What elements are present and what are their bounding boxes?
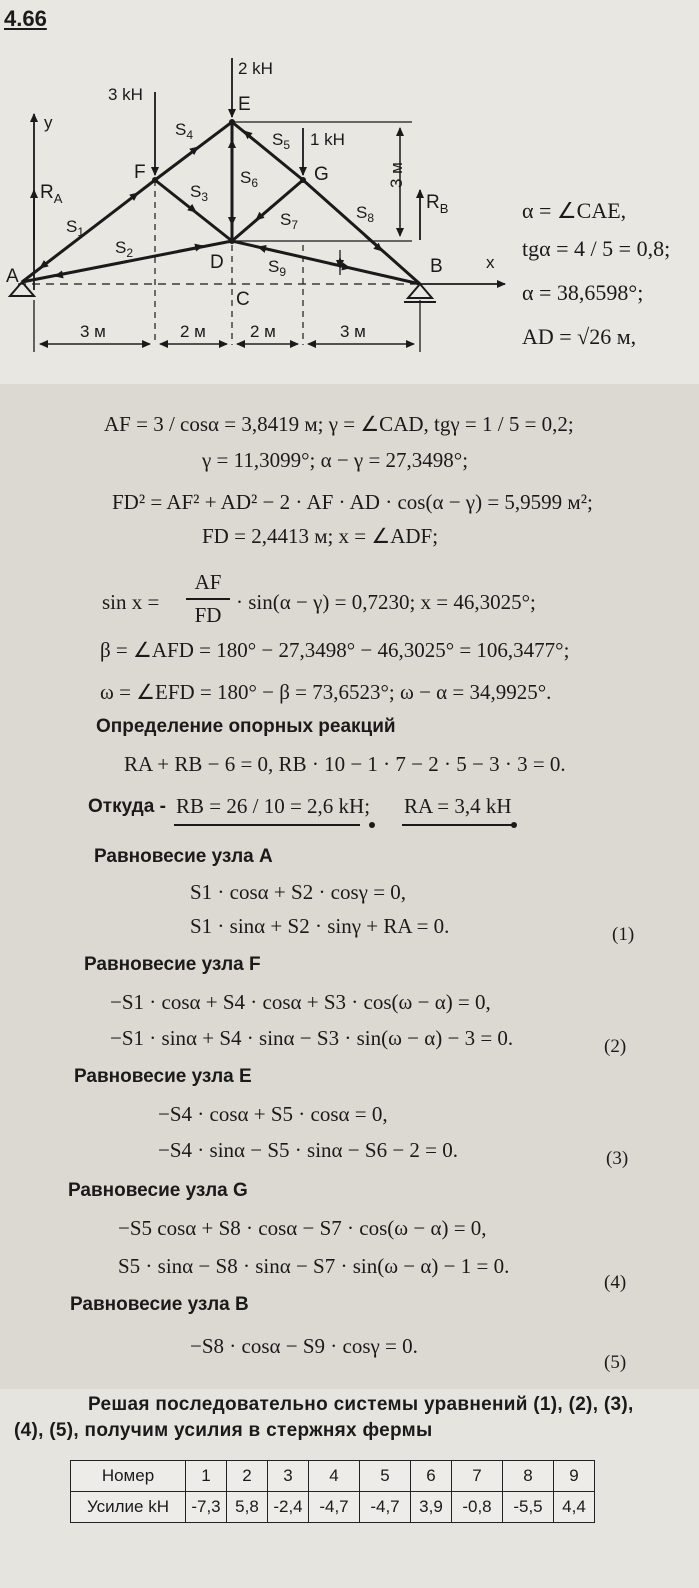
given-line-1: α = ∠CAE, (522, 198, 627, 223)
arrow-s7 (256, 206, 272, 220)
table-number: 9 (554, 1461, 595, 1492)
node-A-label: A (6, 266, 19, 287)
calc-line-2: γ = 11,3099°; α − γ = 27,3498°; (202, 448, 469, 472)
member-s4-label: $S_4$ (175, 120, 194, 142)
ra-underline (402, 824, 512, 826)
node-f-heading: Равновесие узла F (84, 954, 261, 975)
table-value: -0,8 (452, 1492, 503, 1523)
table-number: 8 (503, 1461, 554, 1492)
arrow-s8 (365, 236, 382, 251)
table-value: -5,5 (503, 1492, 554, 1523)
node-F-dot (152, 177, 158, 183)
reactions-equations: RA + RB − 6 = 0, RB · 10 − 1 · 7 − 2 · 5 − 3 · 3 = 0. (124, 752, 566, 776)
figure-panel (0, 0, 699, 384)
table-value: -4,7 (360, 1492, 411, 1523)
equation-number-4: (4) (604, 1272, 627, 1293)
member-s7-label: $S_7$ (280, 210, 299, 232)
node-f-eq-1: −S1 · cosα + S4 · cosα + S3 · cos(ω − α) = 0, (110, 990, 491, 1014)
calc-line-4: FD = 2,4413 м; x = ∠ADF; (202, 524, 439, 548)
load-1kn-label: 1 kH (310, 130, 345, 149)
dim-3a-label: 3 м (80, 322, 106, 341)
axis-y-label: y (44, 113, 53, 132)
node-G-label: G (314, 164, 329, 185)
rb-dot (369, 822, 375, 828)
node-e-eq-2: −S4 · sinα − S5 · sinα − S6 − 2 = 0. (158, 1138, 459, 1162)
fraction-numerator: AF (194, 570, 222, 594)
node-e-heading: Равновесие узла E (74, 1066, 252, 1087)
calc-line-3: FD² = AF² + AD² − 2 · AF · AD · cos(α − γ) = 5,9599 м²; (112, 490, 593, 514)
equation-number-2: (2) (604, 1036, 627, 1057)
node-D-dot (229, 238, 235, 244)
member-GB (303, 180, 420, 284)
dim-2b-label: 2 м (250, 322, 276, 341)
equation-number-3: (3) (606, 1148, 629, 1169)
node-E-label: E (238, 94, 251, 115)
node-b-heading: Равновесие узла B (70, 1294, 249, 1315)
given-line-3: α = 38,6598°; (522, 280, 644, 305)
member-s5-label: $S_5$ (272, 130, 291, 152)
arrow-s1b (118, 193, 138, 208)
table-header-label: Номер (71, 1461, 186, 1492)
node-a-heading: Равновесие узла A (94, 846, 273, 867)
given-line-2: tgα = 4 / 5 = 0,8; (522, 236, 671, 261)
dim-2a-label: 2 м (180, 322, 206, 341)
equation-number-1: (1) (612, 924, 635, 945)
fraction-bar (186, 598, 230, 600)
node-G-dot (300, 177, 306, 183)
table-value: 3,9 (411, 1492, 452, 1523)
member-s8-label: $S_8$ (356, 203, 375, 225)
node-e-eq-1: −S4 · cosα + S5 · cosα = 0, (158, 1102, 388, 1126)
node-f-eq-2: −S1 · sinα + S4 · sinα − S3 · sin(ω − α) − 3 = 0. (110, 1026, 514, 1050)
node-C-label: C (236, 289, 250, 310)
calc-line-7: ω = ∠EFD = 180° − β = 73,6523°; ω − α = 34,9925°. (100, 680, 552, 704)
reactions-result-label: Откуда - (88, 796, 166, 817)
table-number: 2 (227, 1461, 268, 1492)
node-a-eq-2: S1 · sinα + S2 · sinγ + RA = 0. (190, 914, 450, 938)
table-value: 4,4 (554, 1492, 595, 1523)
rb-label: $R_B$ (426, 192, 449, 216)
node-g-eq-2: S5 · sinα − S8 · sinα − S7 · sin(ω − α) − 1 = 0. (118, 1254, 510, 1278)
table-row-label: Усилие kH (71, 1492, 186, 1523)
calc-line-1: AF = 3 / cosα = 3,8419 м; γ = ∠CAD, tgγ = 1 / 5 = 0,2; (104, 412, 574, 436)
member-s1-label: $S_1$ (66, 217, 85, 239)
ra-label: $R_A$ (40, 182, 63, 206)
member-s6-label: $S_6$ (240, 168, 259, 190)
calc-line-6: β = ∠AFD = 180° − 27,3498° − 46,3025° = 106,3477°; (100, 638, 570, 662)
conclusion-line-1: Решая последовательно системы уравнений (1), (2), (3), (88, 1394, 634, 1415)
table-number: 3 (268, 1461, 309, 1492)
node-a-eq-1: S1 · cosα + S2 · cosγ = 0, (190, 880, 407, 904)
node-g-eq-1: −S5 cosα + S8 · cosα − S7 · cos(ω − α) = 0, (118, 1216, 487, 1240)
node-g-heading: Равновесие узла G (68, 1180, 248, 1201)
table-number: 6 (411, 1461, 452, 1492)
member-s9-label: $S_9$ (268, 257, 287, 279)
ra-result: RA = 3,4 kH (404, 794, 512, 818)
table-number: 5 (360, 1461, 411, 1492)
ra-dot (511, 822, 517, 828)
rb-result: RB = 26 / 10 = 2,6 kH; (176, 794, 371, 818)
arrow-s1 (40, 253, 60, 268)
dim-3b-label: 3 м (340, 322, 366, 341)
table-header-row (71, 1461, 595, 1492)
table-number: 1 (186, 1461, 227, 1492)
table-value: -7,3 (186, 1492, 227, 1523)
reactions-heading: Определение опорных реакций (96, 716, 396, 737)
dim-h-label: 3 м (387, 162, 406, 188)
node-b-eq-1: −S8 · cosα − S9 · cosγ = 0. (190, 1334, 418, 1358)
arrow-s4 (180, 147, 198, 161)
calc-line-5-rhs: · sin(α − γ) = 0,7230; x = 46,3025°; (236, 590, 536, 614)
table-value: -2,4 (268, 1492, 309, 1523)
node-E-dot (229, 119, 235, 125)
forces-table (70, 1460, 595, 1523)
rb-underline (174, 824, 360, 826)
table-number: 7 (452, 1461, 503, 1492)
node-F-label: F (134, 162, 146, 183)
table-value: -4,7 (309, 1492, 360, 1523)
axis-x-label: x (486, 253, 495, 272)
given-line-4: AD = √26 м, (522, 324, 637, 349)
load-3kn-label: 3 kH (108, 85, 143, 104)
support-B (408, 284, 432, 298)
node-B-label: B (430, 256, 443, 277)
problem-number: 4.66 (4, 6, 47, 31)
equation-number-5: (5) (604, 1352, 627, 1373)
conclusion-line-2: (4), (5), получим усилия в стержнях фермы (14, 1420, 433, 1441)
table-values-row (71, 1492, 595, 1523)
arrow-s5 (244, 131, 258, 143)
load-2kn-label: 2 kH (238, 59, 273, 78)
table-value: 5,8 (227, 1492, 268, 1523)
table-number: 4 (309, 1461, 360, 1492)
member-s2-label: $S_2$ (115, 238, 134, 260)
fraction-denominator: FD (194, 603, 222, 627)
calc-line-5-lhs: sin x = (102, 590, 160, 614)
member-s3-label: $S_3$ (190, 182, 209, 204)
node-D-label: D (210, 252, 224, 273)
